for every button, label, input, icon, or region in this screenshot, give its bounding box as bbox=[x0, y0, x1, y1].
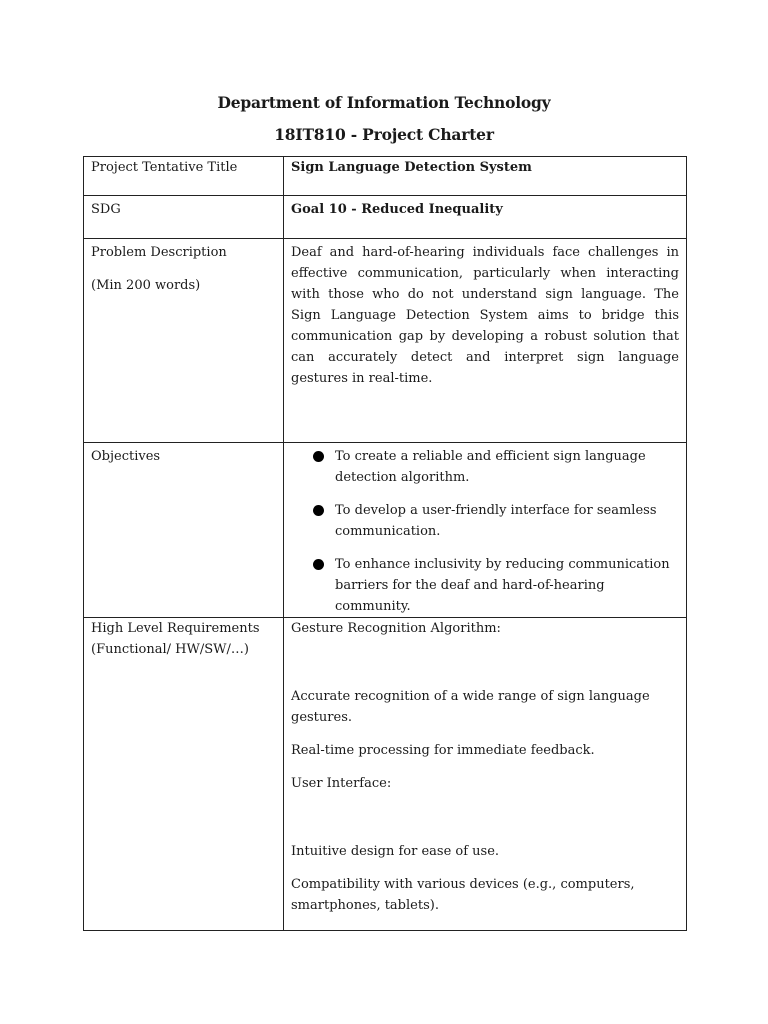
sdg-value: Goal 10 - Reduced Inequality bbox=[284, 196, 687, 239]
ui-item: Compatibility with various devices (e.g., computers, smartphones, tablets). bbox=[291, 877, 635, 913]
title-label: Project Tentative Title bbox=[84, 157, 284, 196]
ui-heading: User Interface: bbox=[291, 776, 392, 791]
project-charter-table bbox=[83, 156, 687, 931]
requirements-label: High Level Requirements (Functional/ HW/SW/…) bbox=[84, 618, 284, 931]
gesture-item: Real-time processing for immediate feedback. bbox=[291, 743, 595, 758]
table-row-problem bbox=[84, 239, 687, 443]
bullet-icon bbox=[313, 505, 324, 516]
problem-label: Problem Description bbox=[91, 245, 227, 260]
table-row-requirements bbox=[84, 618, 687, 931]
table-row-objectives bbox=[84, 443, 687, 618]
sdg-label: SDG bbox=[84, 196, 284, 239]
objectives-cell bbox=[284, 443, 687, 618]
bullet-icon bbox=[313, 559, 324, 570]
problem-sublabel: (Min 200 words) bbox=[91, 278, 201, 293]
table-row-sdg bbox=[84, 196, 687, 239]
problem-label-cell bbox=[84, 239, 284, 443]
problem-description: Deaf and hard-of-hearing individuals face challenges in effective communication, particularly when interacting with those who do not understand sign language. The Sign Language Detection System aims to bridge this communication gap by developing a robust solution that can accurately detect and interpret sign language gestures in real-time. bbox=[284, 239, 687, 443]
list-item: To create a reliable and efficient sign language detection algorithm. bbox=[317, 446, 679, 488]
bullet-icon bbox=[313, 451, 324, 462]
requirements-cell bbox=[284, 618, 687, 931]
gesture-heading: Gesture Recognition Algorithm: bbox=[291, 621, 501, 636]
gesture-item: Accurate recognition of a wide range of sign language gestures. bbox=[291, 689, 650, 725]
table-row-title bbox=[84, 157, 687, 196]
department-title: Department of Information Technology bbox=[217, 93, 551, 112]
charter-title: 18IT810 - Project Charter bbox=[274, 125, 494, 144]
title-value: Sign Language Detection System bbox=[284, 157, 687, 196]
ui-item: Intuitive design for ease of use. bbox=[291, 844, 500, 859]
list-item: To enhance inclusivity by reducing communication barriers for the deaf and hard-of-hearing community. bbox=[317, 554, 679, 617]
list-item: To develop a user-friendly interface for seamless communication. bbox=[317, 500, 679, 542]
objectives-list bbox=[291, 446, 679, 617]
objectives-label: Objectives bbox=[84, 443, 284, 618]
